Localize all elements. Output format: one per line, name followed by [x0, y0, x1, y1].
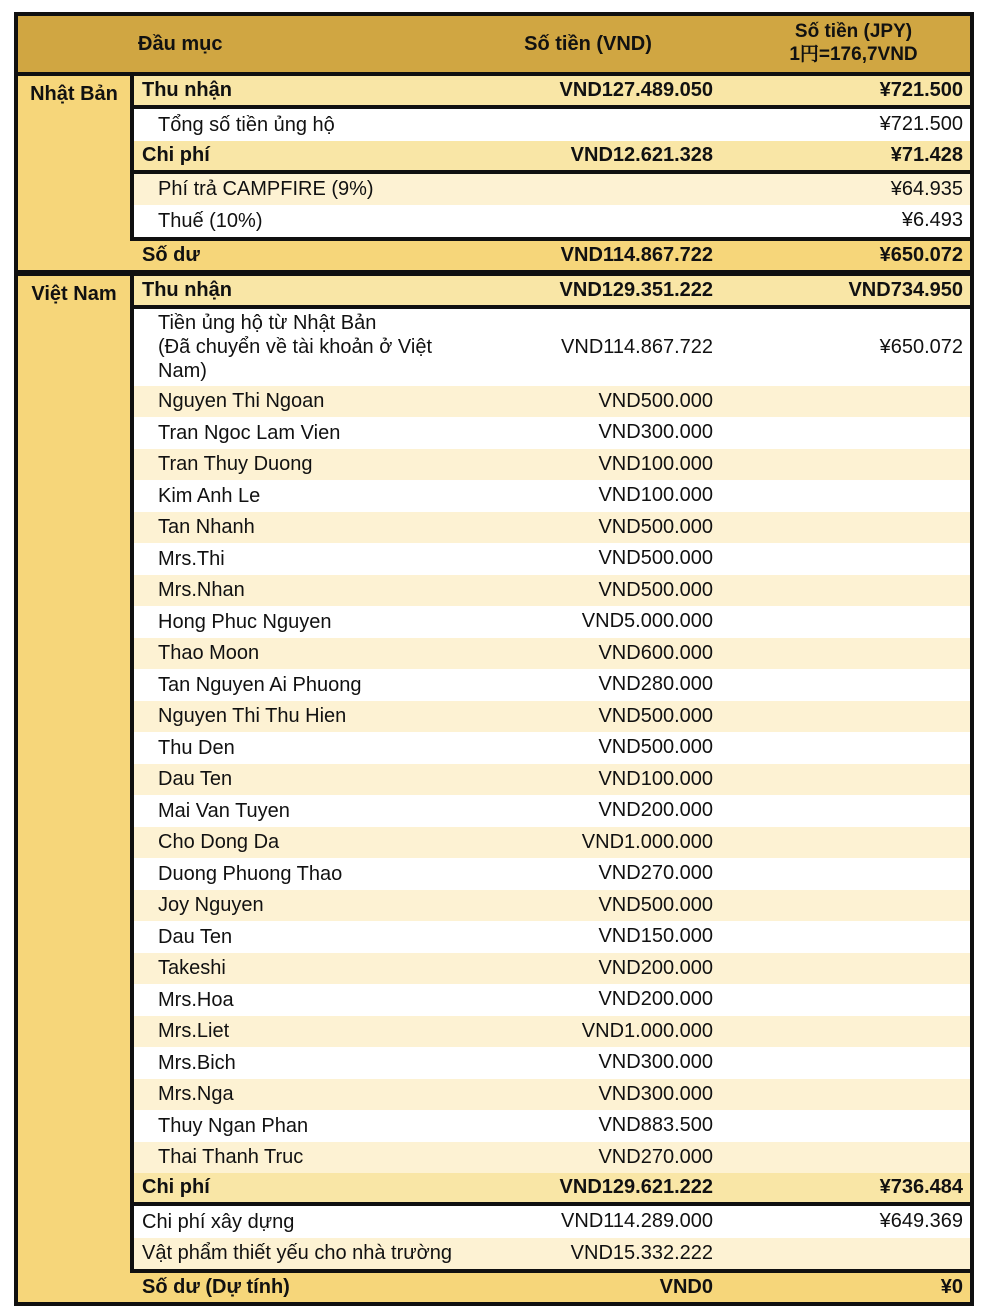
row-label: [130, 76, 463, 105]
vnd-amount: VND129.351.222: [559, 278, 713, 301]
vnd-amount: VND883.500: [598, 1114, 713, 1137]
row-label-line1: Mrs.Liet: [158, 1020, 230, 1043]
detail-row: [130, 890, 970, 922]
row-label: [130, 764, 463, 796]
detail-row: [130, 109, 970, 141]
section-japan: [18, 76, 970, 270]
detail-row: [130, 764, 970, 796]
vnd-amount: VND500.000: [598, 736, 713, 759]
detail-row: [130, 386, 970, 418]
vnd-amount: VND300.000: [598, 1051, 713, 1074]
vnd-amount: VND100.000: [598, 767, 713, 790]
row-label: [130, 543, 463, 575]
row-label: [130, 1047, 463, 1079]
row-label: [130, 1273, 463, 1302]
vnd-amount: VND270.000: [598, 1145, 713, 1168]
table-header: [18, 16, 970, 76]
row-label: [130, 921, 463, 953]
country-label-vietnam: Việt Nam: [18, 276, 130, 1303]
detail-row: [130, 543, 970, 575]
jpy-amount: VND734.950: [848, 278, 963, 301]
vnd-amount: VND300.000: [598, 421, 713, 444]
detail-row: [130, 1206, 970, 1238]
row-label-line1: Chi phí: [142, 143, 210, 166]
detail-row: [130, 606, 970, 638]
jpy-amount: ¥736.484: [879, 1176, 963, 1199]
vnd-amount: VND600.000: [598, 641, 713, 664]
row-label-line1: Nguyen Thi Ngoan: [158, 390, 325, 413]
detail-row: [130, 575, 970, 607]
row-label: [130, 732, 463, 764]
summary-row: [130, 276, 970, 309]
row-label: [130, 1173, 463, 1202]
row-label-line1: Tiền ủng hộ từ Nhật Bản: [158, 311, 377, 334]
row-label: [130, 984, 463, 1016]
detail-row: [130, 1079, 970, 1111]
jpy-amount: ¥721.500: [879, 79, 963, 101]
detail-row: [130, 1047, 970, 1079]
detail-row: [130, 669, 970, 701]
row-label: [130, 109, 463, 141]
row-label-line1: Dau Ten: [158, 768, 233, 791]
vnd-amount: VND500.000: [598, 515, 713, 538]
row-label: [130, 701, 463, 733]
row-label-line1: Nguyen Thi Thu Hien: [158, 705, 347, 728]
vnd-amount: VND500.000: [598, 547, 713, 570]
jpy-amount: ¥721.500: [879, 113, 963, 136]
column-header-vnd: Số tiền (VND): [524, 32, 652, 55]
detail-row: [130, 921, 970, 953]
row-label-line1: Mrs.Nhan: [158, 579, 245, 602]
summary-row: [130, 141, 970, 174]
row-label: [130, 1016, 463, 1048]
row-label-line1: Số dư (Dự tính): [142, 1276, 290, 1299]
detail-row: [130, 512, 970, 544]
row-label: [130, 827, 463, 859]
detail-row: [130, 638, 970, 670]
row-label: [130, 858, 463, 890]
row-label: [130, 1110, 463, 1142]
jpy-amount: ¥650.072: [879, 335, 963, 358]
vnd-amount: VND12.621.328: [570, 143, 713, 166]
vnd-amount: VND1.000.000: [581, 830, 713, 853]
row-label-line2: (Đã chuyển về tài khoản ở Việt Nam): [158, 335, 433, 383]
row-label-line1: Tran Ngoc Lam Vien: [158, 421, 341, 444]
row-label-line1: Vật phẩm thiết yếu cho nhà trường: [142, 1242, 453, 1265]
row-label-line1: Thao Moon: [158, 642, 260, 665]
row-label: [130, 575, 463, 607]
country-label-japan: Nhật Bản: [18, 76, 130, 270]
row-label: [130, 205, 463, 237]
vnd-amount: VND280.000: [598, 673, 713, 696]
detail-row: [130, 174, 970, 206]
row-label-line1: Thu nhận: [142, 278, 232, 301]
row-label-line1: Mrs.Hoa: [158, 988, 234, 1011]
section-vietnam: [18, 270, 970, 1303]
row-label-line1: Số dư: [142, 243, 200, 266]
row-label-line1: Kim Anh Le: [158, 484, 261, 507]
vnd-amount: VND500.000: [598, 578, 713, 601]
row-label: [130, 512, 463, 544]
vnd-amount: VND500.000: [598, 704, 713, 727]
row-label-line1: Thai Thanh Truc: [158, 1146, 304, 1169]
jpy-amount: ¥6.493: [901, 209, 963, 232]
balance-row: [130, 237, 970, 270]
jpy-amount: ¥650.072: [879, 243, 963, 266]
row-label: [130, 606, 463, 638]
table-body: [18, 76, 970, 1302]
row-label-line1: Tan Nhanh: [158, 516, 255, 539]
section-rows: [130, 76, 970, 270]
row-label-line1: Chi phí xây dựng: [142, 1210, 295, 1233]
vnd-amount: VND114.867.722: [560, 243, 713, 266]
row-label: [130, 1238, 463, 1270]
row-label: [130, 669, 463, 701]
detail-row: [130, 795, 970, 827]
detail-row: [130, 984, 970, 1016]
row-label-line1: Thuy Ngan Phan: [158, 1114, 309, 1137]
row-label: [130, 417, 463, 449]
row-label: [130, 174, 463, 206]
vnd-amount: VND0: [659, 1276, 713, 1299]
section-rows: [130, 276, 970, 1303]
row-label-line1: Tran Thuy Duong: [158, 453, 313, 476]
vnd-amount: VND129.621.222: [559, 1176, 713, 1199]
row-label-line1: Phí trả CAMPFIRE (9%): [158, 178, 374, 201]
vnd-amount: VND100.000: [598, 452, 713, 475]
row-label-line1: Cho Dong Da: [158, 831, 280, 854]
summary-row: [130, 76, 970, 109]
detail-row: [130, 953, 970, 985]
detail-row: [130, 1238, 970, 1270]
column-header-item: Đầu mục: [138, 32, 223, 55]
row-label: [130, 953, 463, 985]
detail-row: [130, 480, 970, 512]
row-label-line1: Mrs.Bich: [158, 1051, 236, 1074]
row-label-line1: Mai Van Tuyen: [158, 799, 290, 822]
detail-row: [130, 1110, 970, 1142]
jpy-amount: ¥0: [940, 1276, 963, 1299]
vnd-amount: VND500.000: [598, 389, 713, 412]
column-header-jpy: [713, 21, 970, 67]
vnd-amount: VND270.000: [598, 862, 713, 885]
vnd-amount: VND100.000: [598, 484, 713, 507]
row-label: [130, 480, 463, 512]
vnd-amount: VND114.867.722: [561, 335, 713, 358]
vnd-amount: VND127.489.050: [559, 79, 713, 101]
row-label-line1: Tan Nguyen Ai Phuong: [158, 673, 362, 696]
row-label-line1: Takeshi: [158, 957, 226, 980]
row-label: [130, 141, 463, 170]
detail-row: [130, 205, 970, 237]
row-label-line1: Thu nhận: [142, 79, 232, 102]
vnd-amount: VND114.289.000: [561, 1210, 713, 1233]
row-label: [130, 1079, 463, 1111]
row-label: [130, 795, 463, 827]
detail-row: [130, 827, 970, 859]
summary-row: [130, 1173, 970, 1206]
detail-row: [130, 1142, 970, 1174]
row-label-line1: Hong Phuc Nguyen: [158, 610, 332, 633]
vnd-amount: VND500.000: [598, 893, 713, 916]
vnd-amount: VND150.000: [598, 925, 713, 948]
vnd-amount: VND15.332.222: [570, 1241, 713, 1264]
row-label-line1: Thuế (10%): [158, 209, 263, 232]
row-label: [130, 309, 463, 386]
row-label: [130, 386, 463, 418]
row-label: [130, 1142, 463, 1174]
detail-row: [130, 309, 970, 386]
donation-accounting-table: [14, 12, 974, 1306]
exchange-rate-note: 1円=176,7VND: [789, 44, 918, 65]
row-label: [130, 241, 463, 270]
vnd-amount: VND5.000.000: [581, 610, 713, 633]
row-label: [130, 890, 463, 922]
row-label: [130, 638, 463, 670]
row-label-line1: Chi phí: [142, 1176, 210, 1199]
row-label-line1: Joy Nguyen: [158, 894, 264, 917]
column-header-jpy-label: Số tiền (JPY): [794, 21, 913, 43]
row-label: [130, 276, 463, 305]
jpy-amount: ¥649.369: [879, 1210, 963, 1233]
detail-row: [130, 1016, 970, 1048]
row-label-line1: Duong Phuong Thao: [158, 862, 343, 885]
detail-row: [130, 449, 970, 481]
detail-row: [130, 417, 970, 449]
vnd-amount: VND200.000: [598, 988, 713, 1011]
detail-row: [130, 732, 970, 764]
row-label: [130, 449, 463, 481]
row-label-line1: Mrs.Nga: [158, 1083, 234, 1106]
jpy-amount: ¥71.428: [890, 143, 963, 166]
vnd-amount: VND1.000.000: [581, 1019, 713, 1042]
row-label-line1: Thu Den: [158, 736, 235, 759]
row-label-line1: Tổng số tiền ủng hộ: [158, 113, 335, 136]
detail-row: [130, 701, 970, 733]
vnd-amount: VND200.000: [598, 799, 713, 822]
row-label-line1: Dau Ten: [158, 925, 233, 948]
jpy-amount: ¥64.935: [890, 177, 963, 200]
row-label: [130, 1206, 463, 1238]
detail-row: [130, 858, 970, 890]
vnd-amount: VND200.000: [598, 956, 713, 979]
row-label-line1: Mrs.Thi: [158, 547, 225, 570]
balance-row: [130, 1269, 970, 1302]
vnd-amount: VND300.000: [598, 1082, 713, 1105]
